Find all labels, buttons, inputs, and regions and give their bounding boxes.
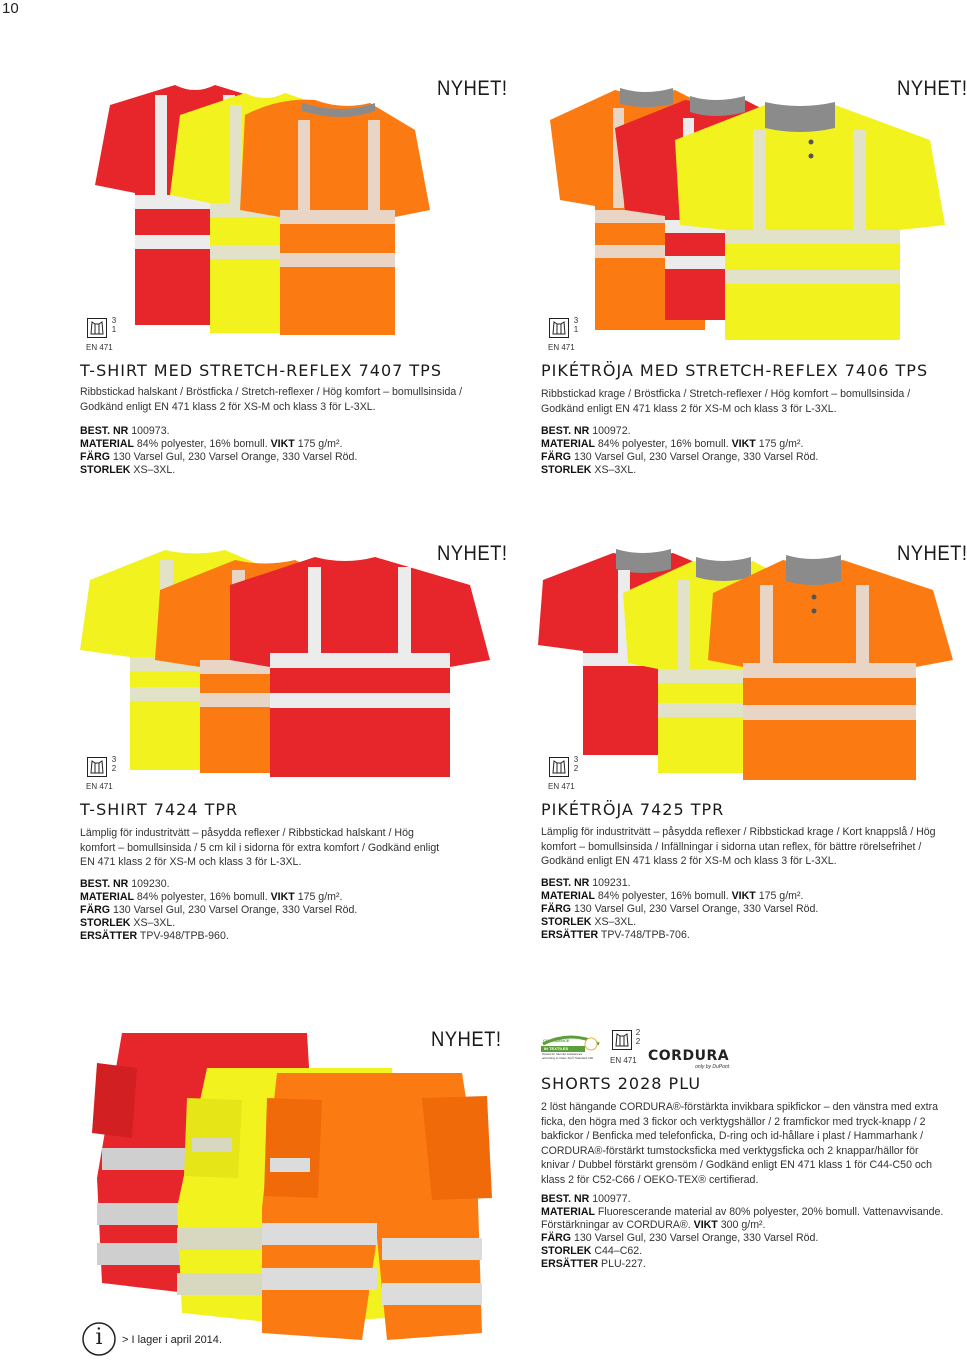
en471-hivis-icon	[87, 757, 107, 777]
en471-hivis-icon	[549, 318, 569, 338]
class-numbers: 3 2	[111, 755, 117, 773]
class-numbers: 3 1	[111, 316, 117, 334]
en471-hivis-icon	[87, 318, 107, 338]
class-numbers: 3 2	[573, 755, 579, 773]
info-icon: i	[82, 1322, 116, 1356]
product-title: T-SHIRT 7424 TPR	[80, 800, 239, 819]
product-description: Lämplig för industritvätt – påsydda reflexer / Ribbstickad halskant / Hög komfort – bomullsinsida / 5 cm kil i sidorna för extra komfort / Godkänd enligt EN 471 klass 2 för XS-M och klass 3 för L-3XL.	[80, 827, 440, 868]
stock-footnote: > I lager i april 2014.	[122, 1334, 222, 1346]
new-badge: NYHET!	[897, 542, 967, 565]
cordura-logo: CORDURA only by DuPont	[648, 1048, 730, 1070]
product-image-polo-7406	[535, 80, 955, 340]
product-specs: BEST. NR 109230. MATERIAL 84% polyester, 16% bomull. VIKT 175 g/m². FÄRG 130 Varsel Gul, 230 Varsel Orange, 330 Varsel Röd. STORLEK XS–3XL. ERSÄTTER TPV-948/TPB-960.	[80, 878, 358, 942]
product-image-polo-7425	[538, 545, 958, 780]
new-badge: NYHET!	[431, 1028, 502, 1051]
product-description: Lämplig för industritvätt – påsydda reflexer / Ribbstickad krage / Kort knappslå / Hög komfort – bomullsinsida / Infällningar i sidorna utan reflex, för bättre rörelsefrihet / Godkänd enligt EN 471 klass 2 för XS-M och klass 3 för L-3XL.	[541, 826, 936, 867]
class-numbers: 3 1	[573, 316, 579, 334]
oeko-tex-logo: CONFIDENCE IN TEXTILES Tested for harmful substances according to Oeko-Tex® Standard 100	[541, 1030, 603, 1062]
en471-hivis-icon	[612, 1030, 632, 1050]
product-image-shorts-2028	[92, 1028, 512, 1348]
product-description: 2 löst hängande CORDURA®-förstärkta invikbara spikfickor – den vänstra med extra ficka, den högra med 3 fickor och verktygshällor / 2 framfickor med tryck-knapp / 2 bakfickor / Benficka med telefonficka, D-ring och id-hållare i plast / Hammarhank / CORDURA®-förstärkt tumstocksficka med verktygsficka och 2 knappar/hällor för knivar / Dubbel förstärkt grensöm / Godkänd enligt EN 471 klass 1 för C44-C50 och klass 2 för C52-C66 / OEKO-TEX® certifierad.	[541, 1101, 939, 1186]
product-title: SHORTS 2028 PLU	[541, 1074, 702, 1093]
product-description: Ribbstickad halskant / Bröstficka / Stretch-reflexer / Hög komfort – bomullsinsida / Godkänd enligt EN 471 klass 2 för XS-M och klass 3 för L-3XL.	[80, 386, 463, 413]
product-specs: BEST. NR 100972. MATERIAL 84% polyester, 16% bomull. VIKT 175 g/m². FÄRG 130 Varsel Gul, 230 Varsel Orange, 330 Varsel Röd. STORLEK XS–3XL.	[541, 425, 819, 476]
en471-hivis-icon	[549, 757, 569, 777]
polo-orange	[708, 555, 953, 780]
product-title: PIKÉTRÖJA MED STRETCH-REFLEX 7406 TPS	[541, 361, 929, 380]
product-title: T-SHIRT MED STRETCH-REFLEX 7407 TPS	[80, 361, 442, 380]
product-specs: BEST. NR 109231. MATERIAL 84% polyester, 16% bomull. VIKT 175 g/m². FÄRG 130 Varsel Gul, 230 Varsel Orange, 330 Varsel Röd. STORLEK XS–3XL. ERSÄTTER TPV-748/TPB-706.	[541, 877, 819, 941]
product-title: PIKÉTRÖJA 7425 TPR	[541, 800, 725, 819]
standard-label: EN 471	[86, 782, 113, 791]
standard-label: EN 471	[548, 343, 575, 352]
new-badge: NYHET!	[897, 77, 967, 100]
product-description: Ribbstickad krage / Bröstficka / Stretch-reflexer / Hög komfort – bomullsinsida / Godkänd enligt EN 471 klass 2 för XS-M och klass 3 för L-3XL.	[541, 388, 911, 415]
product-image-tshirt-7424	[80, 545, 500, 780]
class-numbers: 2 2	[635, 1028, 641, 1046]
standard-label: EN 471	[548, 782, 575, 791]
page-number: 10	[2, 0, 19, 17]
product-specs: BEST. NR 100973. MATERIAL 84% polyester, 16% bomull. VIKT 175 g/m². FÄRG 130 Varsel Gul, 230 Varsel Orange, 330 Varsel Röd. STORLEK XS–3XL.	[80, 425, 358, 476]
new-badge: NYHET!	[437, 77, 508, 100]
standard-label: EN 471	[610, 1056, 637, 1065]
product-image-tshirt-7407	[80, 75, 440, 340]
product-specs: BEST. NR 100977. MATERIAL Fluorescerande material av 80% polyester, 20% bomull. Vattenavvisande. Förstärkningar av CORDURA®. VIKT 300 g/m². FÄRG 130 Varsel Gul, 230 Varsel Orange, 330 Varsel Röd. STORLEK C44–C62. ERSÄTTER PLU-227.	[541, 1193, 944, 1270]
standard-label: EN 471	[86, 343, 113, 352]
new-badge: NYHET!	[437, 542, 508, 565]
